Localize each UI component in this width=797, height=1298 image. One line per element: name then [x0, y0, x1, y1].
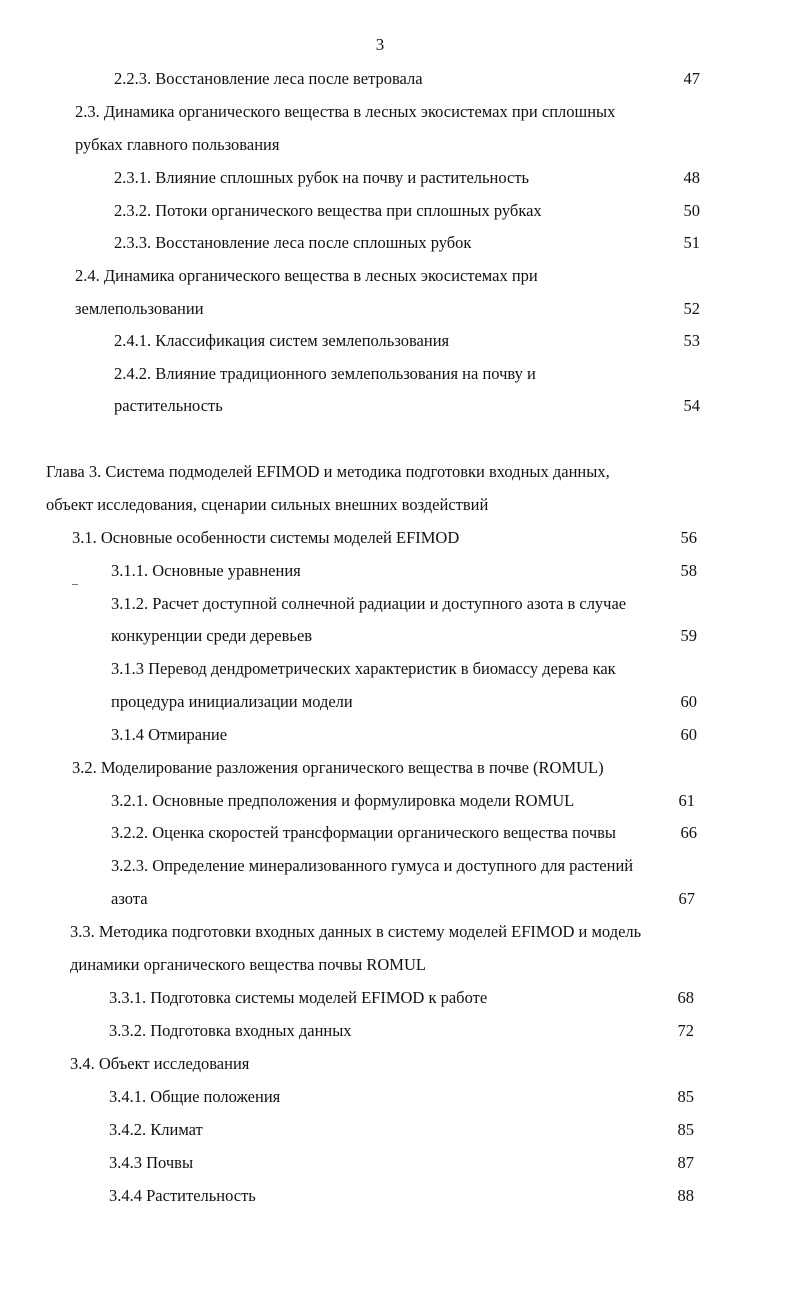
toc-entry-text: 2.3.2. Потоки органического вещества при сплошных рубках	[114, 201, 542, 220]
toc-entry-text: 3.4. Объект исследования	[70, 1054, 250, 1073]
toc-entry-page: 60	[680, 725, 697, 744]
toc-entry-text: землепользовании	[75, 299, 204, 318]
toc-entry-text: 3.1.1. Основные уравнения	[111, 561, 301, 580]
toc-entry-page: 66	[680, 823, 697, 842]
toc-entry-page: 72	[677, 1021, 694, 1040]
toc-entry-page: 50	[683, 201, 700, 220]
toc-entry-text: 3.2. Моделирование разложения органического вещества в почве (ROMUL)	[72, 758, 604, 777]
toc-entry-page: 54	[683, 396, 700, 415]
toc-entry-text: динамики органического вещества почвы ROMUL	[70, 955, 426, 974]
toc-entry-text: 3.3.1. Подготовка системы моделей EFIMOD к работе	[109, 988, 488, 1007]
toc-entry-text: растительность	[114, 396, 223, 415]
toc-entry-page: 68	[677, 988, 694, 1007]
scan-artifact	[72, 584, 78, 585]
toc-entry-page: 59	[680, 626, 697, 645]
toc-entry-text: 3.1.2. Расчет доступной солнечной радиации и доступного азота в случае	[111, 594, 627, 613]
toc-entry-text: 3.2.1. Основные предположения и формулировка модели ROMUL	[111, 791, 575, 810]
toc-entry-text: 2.3.3. Восстановление леса после сплошных рубок	[114, 233, 472, 252]
toc-entry-page: 47	[683, 69, 700, 88]
toc-entry-page: 60	[680, 692, 697, 711]
toc-entry-text: 3.4.1. Общие положения	[109, 1087, 281, 1106]
toc-entry-text: азота	[111, 889, 148, 908]
toc-entry-text: 3.1.4 Отмирание	[111, 725, 228, 744]
toc-entry-page: 52	[683, 299, 700, 318]
toc-entry-text: рубках главного пользования	[75, 135, 280, 154]
toc-entry-page: 48	[683, 168, 700, 187]
toc-entry-page: 53	[683, 331, 700, 350]
toc-entry-text: 3.2.3. Определение минерализованного гумуса и доступного для растений	[111, 856, 634, 875]
toc-entry-text: 3.3.2. Подготовка входных данных	[109, 1021, 352, 1040]
chapter-heading: Глава 3. Система подмоделей EFIMOD и методика подготовки входных данных,	[46, 462, 610, 481]
toc-entry-text: процедура инициализации модели	[111, 692, 353, 711]
toc-entry-text: 3.4.2. Климат	[109, 1120, 203, 1139]
toc-entry-page: 67	[678, 889, 695, 908]
toc-entry-text: 3.2.2. Оценка скоростей трансформации органического вещества почвы	[111, 823, 616, 842]
toc-entry-text: 2.4.2. Влияние традиционного землепользования на почву и	[114, 364, 536, 383]
toc-entry-text: 3.3. Методика подготовки входных данных в систему моделей EFIMOD и модель	[70, 922, 642, 941]
toc-entry-page: 58	[680, 561, 697, 580]
toc-entry-text: 2.3.1. Влияние сплошных рубок на почву и растительность	[114, 168, 530, 187]
toc-entry-text: 3.4.3 Почвы	[109, 1153, 194, 1172]
toc-entry-page: 61	[678, 791, 695, 810]
toc-entry-text: 3.1.3 Перевод дендрометрических характеристик в биомассу дерева как	[111, 659, 616, 678]
toc-entry-page: 85	[677, 1087, 694, 1106]
toc-entry-text: 2.2.3. Восстановление леса после ветровала	[114, 69, 423, 88]
toc-entry-page: 88	[677, 1186, 694, 1205]
toc-entry-page: 56	[680, 528, 697, 547]
toc-entry-text: 2.4.1. Классификация систем землепользования	[114, 331, 450, 350]
toc-entry-page: 85	[677, 1120, 694, 1139]
toc-entry-text: конкуренции среди деревьев	[111, 626, 313, 645]
toc-entry-text: 3.4.4 Растительность	[109, 1186, 256, 1205]
chapter-heading: объект исследования, сценарии сильных внешних воздействий	[46, 495, 489, 514]
toc-entry-page: 87	[677, 1153, 694, 1172]
toc-entry-text: 2.3. Динамика органического вещества в лесных экосистемах при сплошных	[75, 102, 616, 121]
toc-entry-page: 51	[683, 233, 700, 252]
toc-entry-text: 2.4. Динамика органического вещества в лесных экосистемах при	[75, 266, 538, 285]
toc-entry-text: 3.1. Основные особенности системы моделей EFIMOD	[72, 528, 460, 547]
page-number: 3	[375, 35, 385, 54]
